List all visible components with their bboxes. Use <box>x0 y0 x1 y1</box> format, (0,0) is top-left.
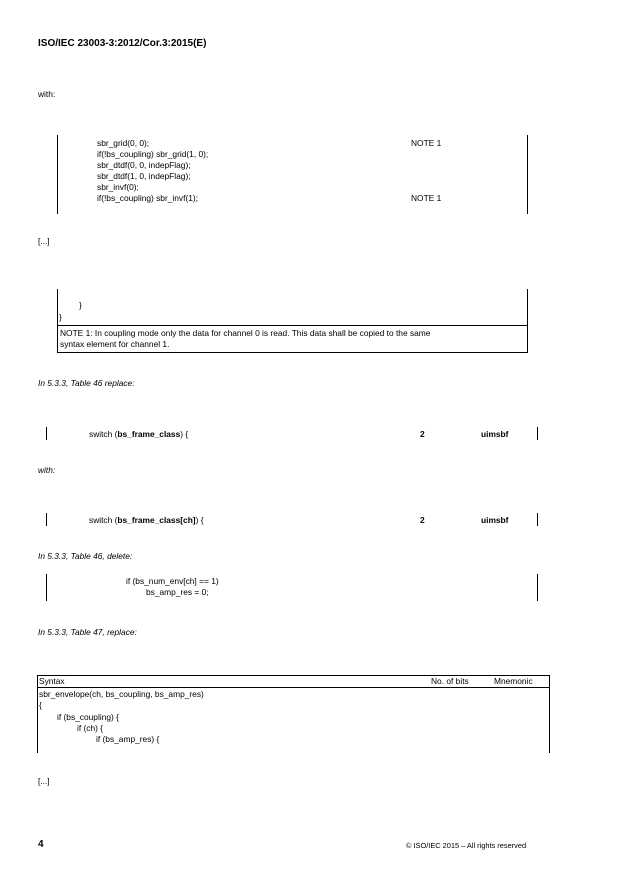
instruction: In 5.3.3, Table 46, delete: <box>38 551 133 561</box>
code-line: sbr_invf(0); <box>97 182 139 192</box>
table-right-rule <box>549 675 550 753</box>
bits-value: 2 <box>420 429 425 439</box>
table-header-rule <box>37 687 550 688</box>
block1-left-rule <box>57 135 58 214</box>
block3-right-rule <box>537 574 538 601</box>
instruction: In 5.3.3, Table 47, replace: <box>38 627 137 637</box>
note-divider <box>57 325 528 326</box>
closing-brace: } <box>79 300 82 310</box>
block3-left-rule <box>46 574 47 601</box>
page-number: 4 <box>38 839 44 850</box>
code-line: if(!bs_coupling) sbr_grid(1, 0); <box>97 149 209 159</box>
syntax-text <box>89 429 188 440</box>
row1-left-rule <box>46 427 47 440</box>
note-reference: NOTE 1 <box>411 193 442 203</box>
column-header-mnemonic: Mnemonic <box>494 676 533 686</box>
document-id: ISO/IEC 23003-3:2012/Cor.3:2015(E) <box>38 38 207 49</box>
instruction: In 5.3.3, Table 46 replace: <box>38 378 135 388</box>
code-line: sbr_envelope(ch, bs_coupling, bs_amp_res) <box>39 689 204 699</box>
row2-left-rule <box>46 513 47 526</box>
code-line: sbr_dtdf(0, 0, indepFlag); <box>97 160 191 170</box>
table-left-rule <box>37 675 38 753</box>
syntax-prefix: switch ( <box>89 515 118 525</box>
code-line: if(!bs_coupling) sbr_invf(1); <box>97 193 199 203</box>
note-text: syntax element for channel 1. <box>60 339 170 349</box>
syntax-suffix: ) { <box>180 429 189 439</box>
column-header-bits: No. of bits <box>431 676 469 686</box>
block2-right-rule <box>527 289 528 353</box>
bits-value: 2 <box>420 515 425 525</box>
with-label: with: <box>38 89 56 99</box>
code-line: if (bs_coupling) { <box>57 712 119 722</box>
note-bottom-rule <box>57 352 528 353</box>
mnemonic-value: uimsbf <box>481 429 509 439</box>
mnemonic-value: uimsbf <box>481 515 509 525</box>
table-top-rule <box>37 675 550 676</box>
row2-right-rule <box>537 513 538 526</box>
code-line: sbr_grid(0, 0); <box>97 138 150 148</box>
syntax-element: bs_frame_class <box>117 429 181 439</box>
copyright: © ISO/IEC 2015 – All rights reserved <box>406 841 527 850</box>
code-line: if (bs_num_env[ch] == 1) <box>126 576 219 586</box>
note-reference: NOTE 1 <box>411 138 442 148</box>
code-line: { <box>39 700 42 710</box>
code-line: bs_amp_res = 0; <box>146 587 209 597</box>
block1-right-rule <box>527 135 528 214</box>
with-label: with: <box>38 465 56 475</box>
note-text: NOTE 1: In coupling mode only the data for channel 0 is read. This data shall be copied to the same <box>60 328 431 338</box>
ellipsis: [...] <box>38 236 50 246</box>
code-line: sbr_dtdf(1, 0, indepFlag); <box>97 171 191 181</box>
column-header-syntax: Syntax <box>39 676 65 686</box>
code-line: if (bs_amp_res) { <box>96 734 160 744</box>
syntax-element: bs_frame_class[ch] <box>117 515 196 525</box>
closing-brace: } <box>59 312 62 322</box>
syntax-prefix: switch ( <box>89 429 118 439</box>
syntax-suffix: ) { <box>195 515 204 525</box>
code-line: if (ch) { <box>77 723 104 733</box>
row1-right-rule <box>537 427 538 440</box>
block2-left-rule <box>57 289 58 353</box>
ellipsis: [...] <box>38 776 50 786</box>
syntax-text <box>89 515 204 526</box>
